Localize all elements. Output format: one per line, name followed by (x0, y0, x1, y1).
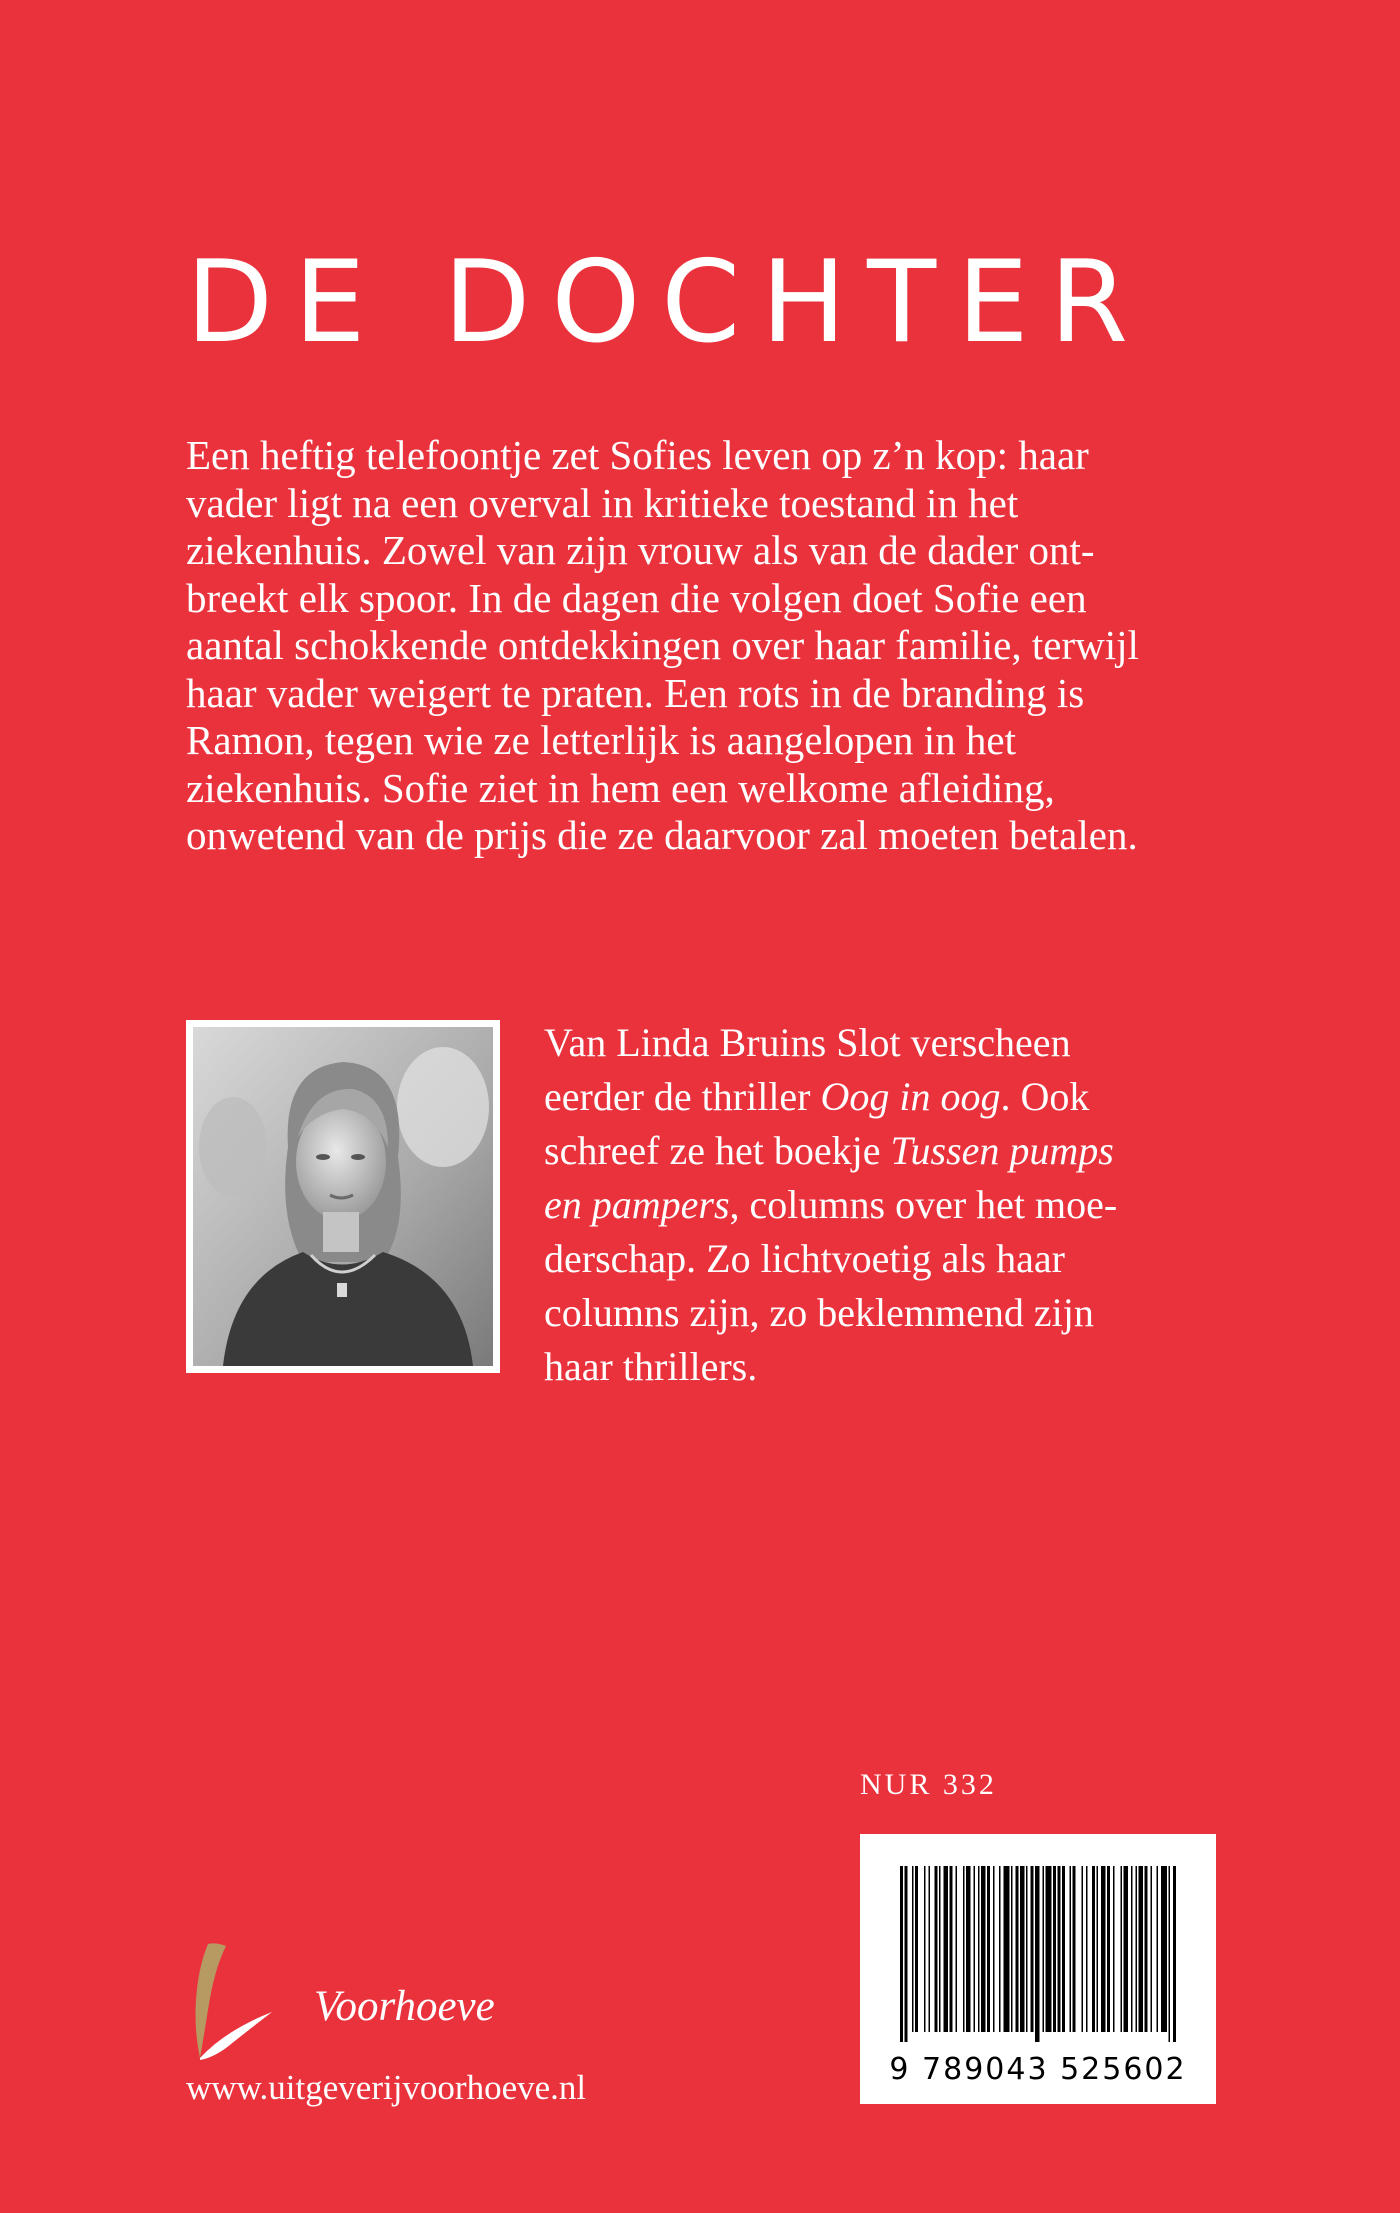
barcode-bar (966, 1866, 971, 2032)
barcode-bar (1062, 1866, 1065, 2032)
blurb-line: ziekenhuis. Zowel van zijn vrouw als van de dader ont- (186, 527, 1095, 573)
barcode-bar (1097, 1866, 1099, 2032)
blurb-line: ziekenhuis. Sofie ziet in hem een welkome afleiding, (186, 764, 1055, 811)
bio-text: , columns over het moe- (729, 1182, 1118, 1227)
isbn-number: 9 789043 525602 (889, 2052, 1187, 2087)
barcode-bar (1073, 1866, 1076, 2032)
barcode-bar (1113, 1866, 1115, 2032)
logo-quill-white (200, 2012, 272, 2060)
publisher-logo-icon (186, 1940, 276, 2062)
bio-line: derschap. Zo lichtvoetig als haar (544, 1236, 1065, 1281)
barcode-bar (1046, 1866, 1052, 2032)
barcode-bar (1086, 1866, 1088, 2032)
barcode-bar (956, 1866, 958, 2032)
author-photo (186, 1020, 500, 1373)
barcode-bar (944, 1866, 949, 2032)
barcode-bar (1151, 1866, 1153, 2032)
barcode-bar (1082, 1866, 1084, 2032)
barcode-bar (963, 1866, 965, 2032)
barcode-bar (1020, 1866, 1025, 2032)
blurb-line: aantal schokkende ontdekkingen over haar familie, terwijl (186, 622, 1139, 668)
barcode-bar (1011, 1866, 1013, 2032)
bio-text: schreef ze het boekje (544, 1128, 891, 1173)
author-bio (544, 1016, 1244, 1394)
bio-line: columns zijn, zo beklemmend zijn (544, 1290, 1094, 1335)
barcode-bar (999, 1866, 1001, 2032)
barcode-bar (987, 1866, 990, 2032)
blurb-line: haar vader weigert te praten. Een rots in de branding is (186, 669, 1085, 716)
barcode-bar (905, 1866, 908, 2042)
bio-text: . Ook (1000, 1074, 1090, 1119)
barcode-bar (915, 1866, 918, 2032)
barcode-bar (1092, 1866, 1095, 2032)
barcode-bar (1070, 1866, 1072, 2032)
isbn-barcode (860, 1834, 1216, 2104)
barcode-bar (1145, 1866, 1148, 2032)
barcode-bar (974, 1866, 976, 2032)
barcode-bar (1035, 1866, 1040, 2042)
blurb-line: Ramon, tegen wie ze letterlijk is aangelopen in het (186, 717, 1016, 763)
barcode-bar (993, 1866, 995, 2032)
barcode-bar (900, 1866, 903, 2042)
barcode-bar (1139, 1866, 1144, 2032)
barcode-bar (1121, 1866, 1123, 2032)
barcode-bar (1124, 1866, 1129, 2032)
barcode-bar (1107, 1866, 1110, 2032)
barcode-bar (1161, 1866, 1167, 2032)
blurb-line: vader ligt na een overval in kritieke toestand in het (186, 479, 1019, 526)
barcode-bar (978, 1866, 980, 2032)
bio-text: eerder de thriller (544, 1074, 821, 1119)
barcode-bar (950, 1866, 953, 2032)
barcode-bar (1026, 1866, 1028, 2032)
barcode-bar (1004, 1866, 1010, 2032)
barcode-bar (935, 1866, 938, 2032)
bio-line (544, 1124, 1244, 1178)
barcode-bar (1169, 1866, 1171, 2042)
barcode-bar (1016, 1866, 1019, 2032)
book-title-tussen-pumps: Tussen pumps (890, 1128, 1114, 1173)
blurb-line: onwetend van de prijs die ze daarvoor zal moeten betalen. (186, 812, 1138, 858)
barcode-bar (1043, 1866, 1045, 2032)
barcode-bar (1101, 1866, 1106, 2032)
author-portrait-image (193, 1027, 493, 1366)
bio-line (544, 1070, 1244, 1124)
publisher-url: www.uitgeverijvoorhoeve.nl (186, 2068, 587, 2107)
blurb-line: breekt elk spoor. In de dagen die volgen doet Sofie een (186, 574, 1087, 621)
barcode-bar (1136, 1866, 1138, 2032)
barcode-bar (981, 1866, 986, 2032)
barcode-bar (1157, 1866, 1159, 2032)
nur-code: NUR 332 (860, 1768, 997, 1801)
book-title-oog-in-oog: Oog in oog (820, 1074, 1001, 1119)
blurb-line: Een heftig telefoontje zet Sofies leven op z’n kop: haar (186, 432, 1089, 478)
barcode-bar (939, 1866, 941, 2032)
barcode-bar (1173, 1866, 1176, 2042)
barcode-bar (1031, 1866, 1034, 2032)
barcode-bar (1058, 1866, 1061, 2032)
barcode-bar (929, 1866, 931, 2032)
publisher-name: Voorhoeve (314, 1983, 495, 2030)
barcode-bar (912, 1866, 914, 2032)
book-blurb (186, 432, 1256, 860)
barcode-bar (924, 1866, 926, 2032)
book-title-en-pampers: en pampers (544, 1182, 730, 1227)
bio-line: haar thrillers. (544, 1344, 758, 1389)
bio-line (544, 1178, 1244, 1232)
book-title: DE DOCHTER (186, 236, 1150, 368)
barcode-bar (1053, 1866, 1056, 2032)
barcode-bar (1131, 1866, 1133, 2032)
bio-line: Van Linda Bruins Slot verscheen (544, 1020, 1071, 1065)
